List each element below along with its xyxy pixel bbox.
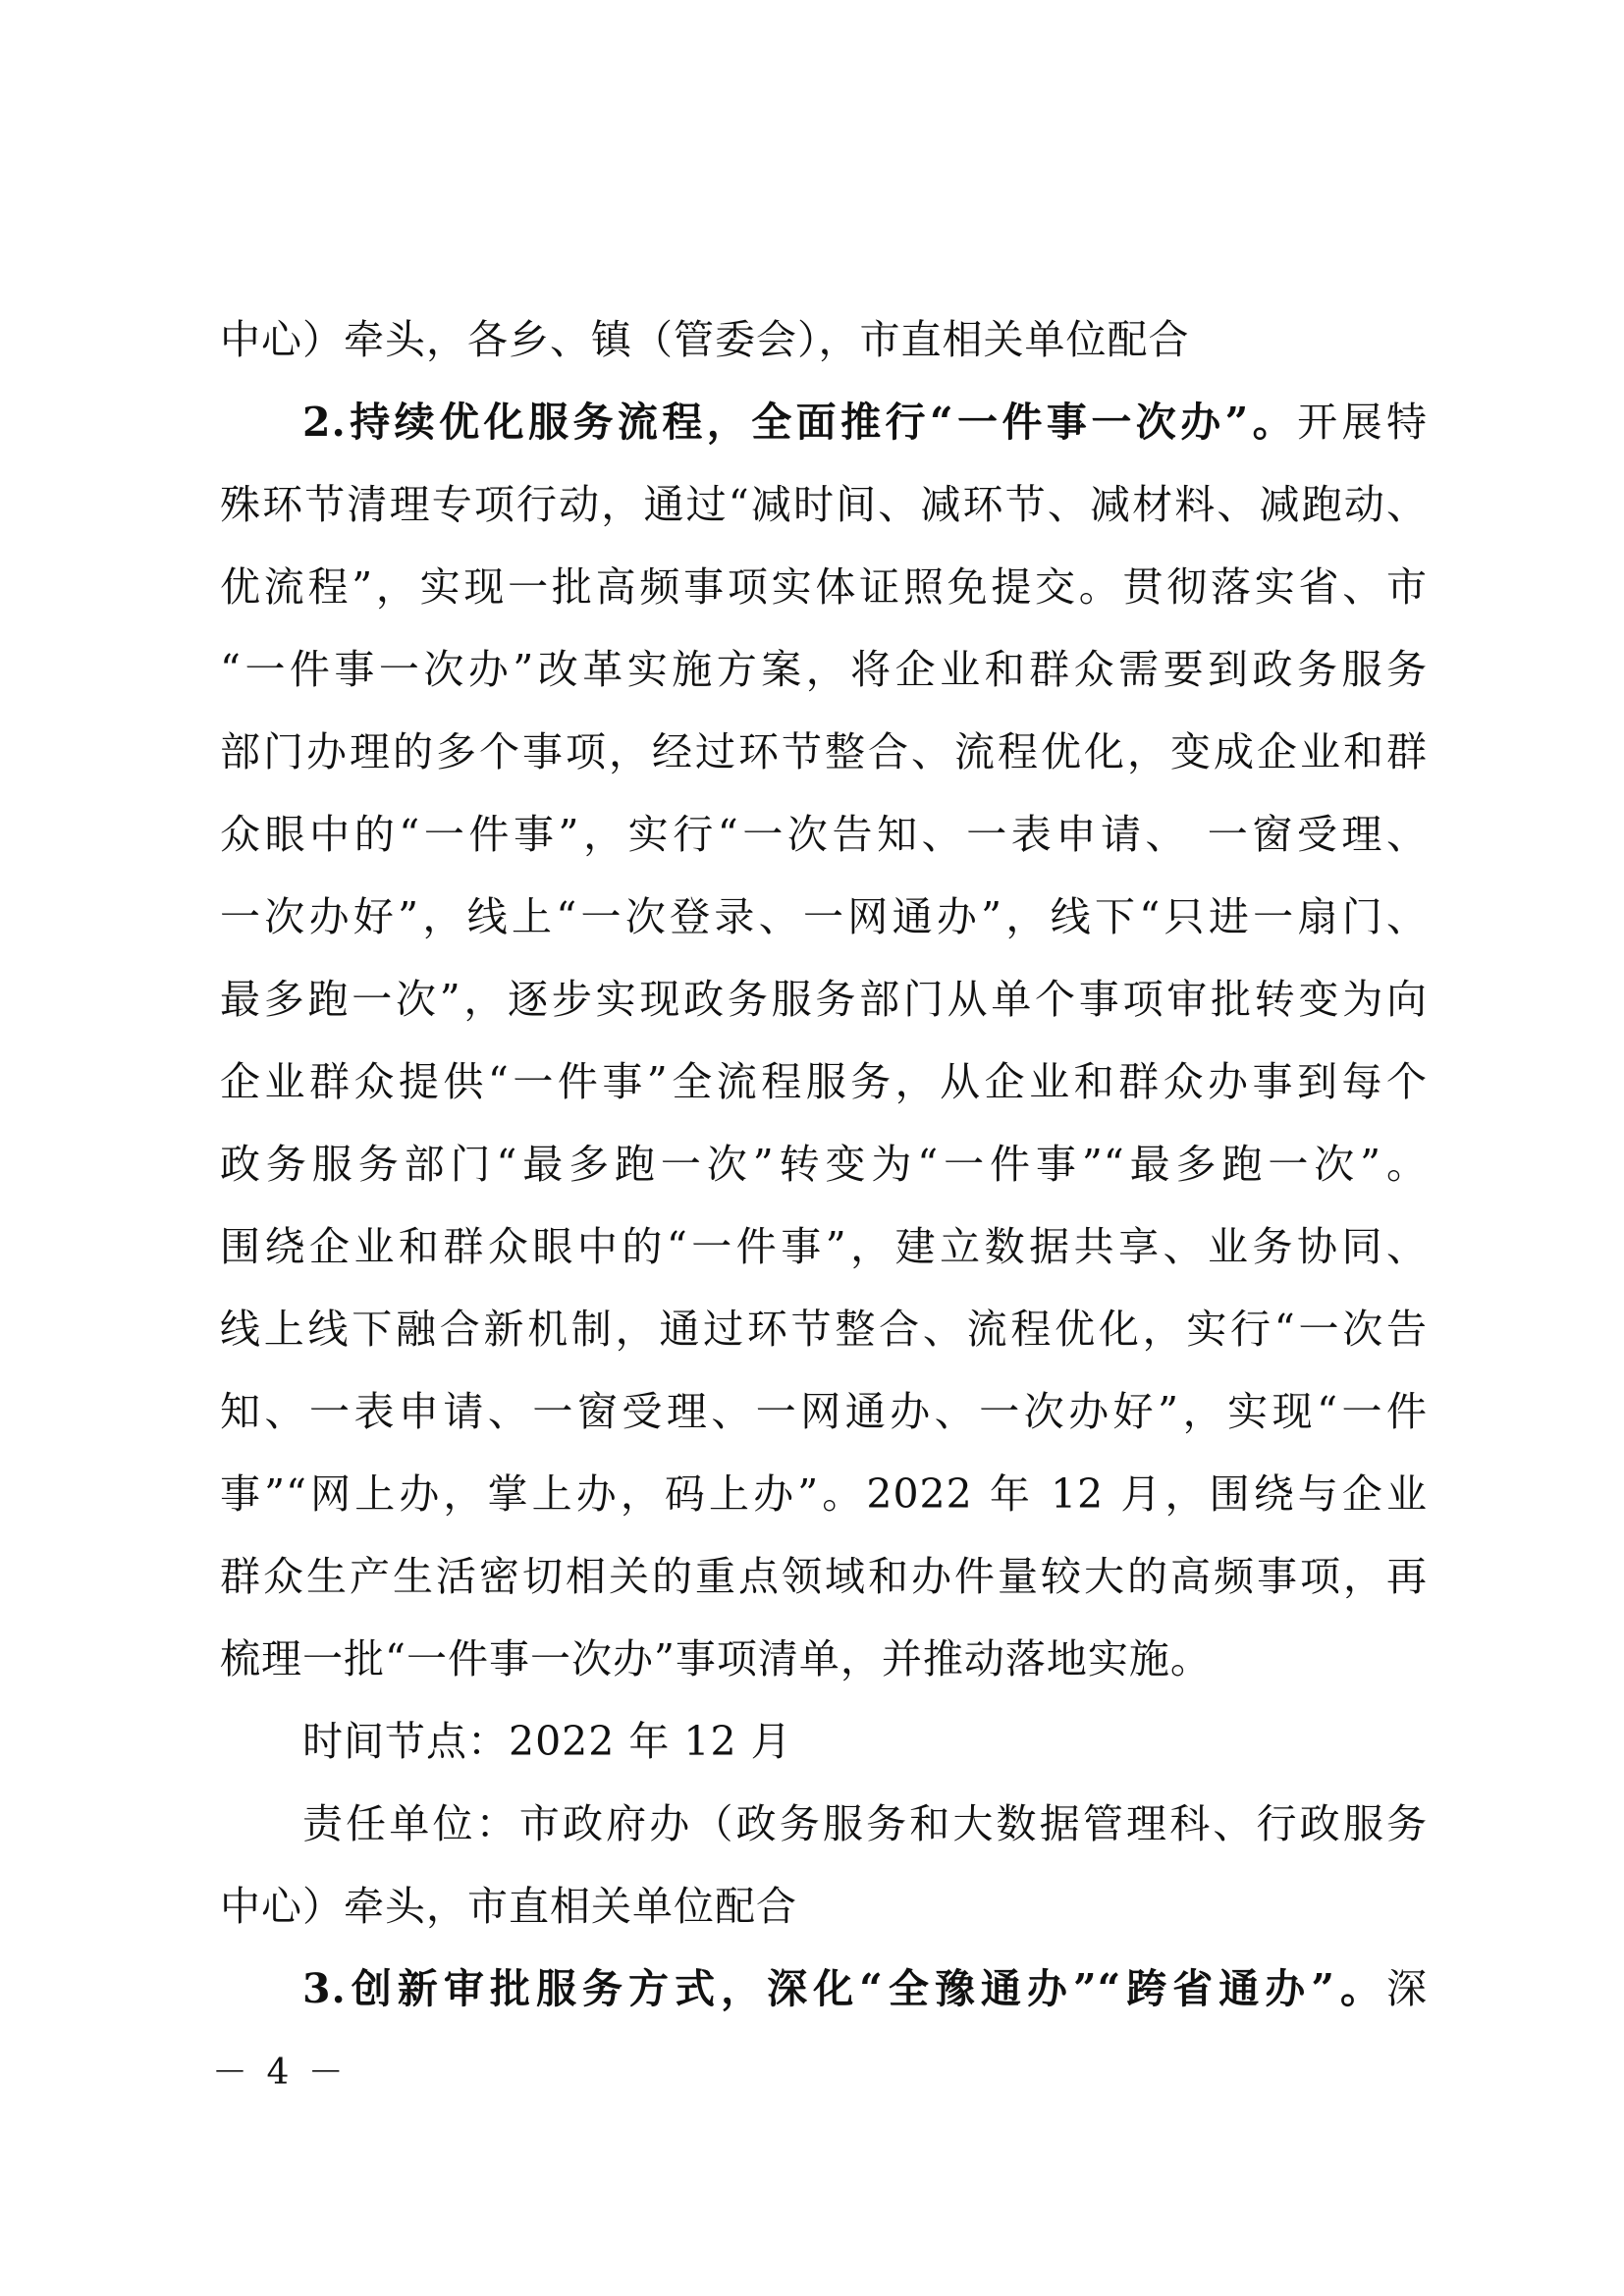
body-line-7: 众眼中的“一件事”，实行“一次告知、一表申请、 一窗受理、 <box>220 811 1428 858</box>
body-line-5: “一件事一次办”改革实施方案，将企业和群众需要到政务服务 <box>220 646 1428 693</box>
section-2-heading: 2.持续优化服务流程，全面推行“一件事一次办”。 <box>302 399 1298 446</box>
body-line-10: 企业群众提供“一件事”全流程服务，从企业和群众办事到每个 <box>220 1058 1428 1105</box>
body-line-16: 群众生产生活密切相关的重点领域和办件量较大的高频事项，再 <box>220 1553 1428 1600</box>
body-line-11: 政务服务部门“最多跑一次”转变为“一件事”“最多跑一次”。 <box>220 1141 1428 1188</box>
body-line-6: 部门办理的多个事项，经过环节整合、流程优化，变成企业和群 <box>220 728 1428 775</box>
body-line-13: 线上线下融合新机制，通过环节整合、流程优化，实行“一次告 <box>220 1306 1428 1353</box>
body-line-17: 梳理一批“一件事一次办”事项清单，并推动落地实施。 <box>220 1635 1212 1682</box>
document-body <box>220 298 1428 2030</box>
responsible-unit-line: 责任单位：市政府办（政务服务和大数据管理科、行政服务 <box>302 1800 1428 1847</box>
page-number: － 4 － <box>212 2053 348 2093</box>
body-line-8: 一次办好”，线上“一次登录、一网通办”，线下“只进一扇门、 <box>220 893 1428 940</box>
section-3-heading: 3.创新审批服务方式，深化“全豫通办”“跨省通办”。 <box>302 1965 1386 2012</box>
body-line-9: 最多跑一次”，逐步实现政务服务部门从单个事项审批转变为向 <box>220 976 1428 1023</box>
body-line-12: 围绕企业和群众眼中的“一件事”，建立数据共享、业务协同、 <box>220 1223 1428 1270</box>
section-2-heading-line: 2.持续优化服务流程，全面推行“一件事一次办”。开展特 <box>302 399 1428 446</box>
time-node-line: 时间节点：2022 年 12 月 <box>302 1718 792 1765</box>
body-line-3: 殊环节清理专项行动，通过“减时间、减环节、减材料、减跑动、 <box>220 481 1428 528</box>
body-line-15: 事”“网上办，掌上办，码上办”。2022 年 12 月，围绕与企业 <box>220 1470 1428 1518</box>
body-line-14: 知、一表申请、一窗受理、一网通办、一次办好”，实现“一件 <box>220 1388 1428 1435</box>
section-3-heading-line: 3.创新审批服务方式，深化“全豫通办”“跨省通办”。深 <box>302 1965 1428 2012</box>
responsible-unit-line-2: 中心）牵头，市直相关单位配合 <box>220 1883 797 1930</box>
body-line-4: 优流程”，实现一批高频事项实体证照免提交。贯彻落实省、市 <box>220 563 1428 611</box>
body-line-1: 中心）牵头，各乡、镇（管委会），市直相关单位配合 <box>220 316 1190 363</box>
